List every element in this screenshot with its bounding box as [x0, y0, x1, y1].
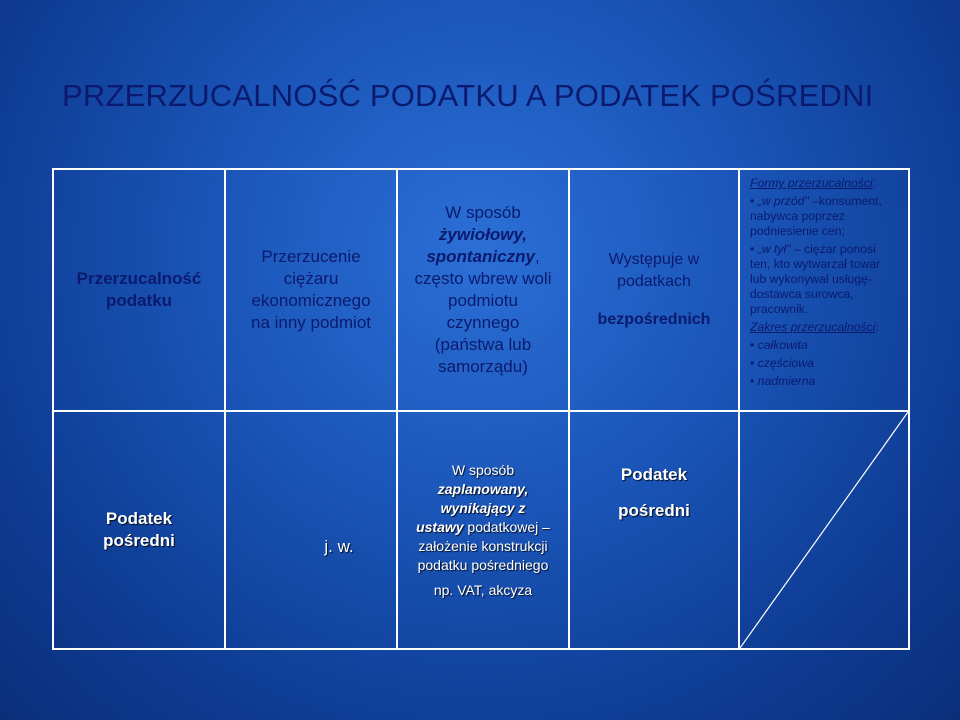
planned-manner-text: [416, 461, 550, 600]
row2-header-line: Podatek: [105, 509, 173, 528]
row1-header-line: Przerzucalność: [76, 269, 202, 288]
bullet-icon: •: [750, 242, 755, 256]
scope-item-label: nadmierna: [757, 374, 816, 388]
bullet-icon: •: [750, 374, 755, 388]
occurs-line: podatkach: [617, 273, 691, 290]
occurs-in-text: [598, 249, 711, 331]
same-as-above-text: j. w.: [324, 537, 354, 556]
forms-header-colon: :: [872, 176, 876, 190]
shift-line: na inny podmiot: [250, 313, 372, 332]
planned-manner-cell: [398, 412, 570, 648]
planned-line: np. VAT, akcyza: [433, 581, 533, 598]
shift-line: Przerzucenie: [261, 247, 361, 266]
bullet-icon: •: [750, 338, 755, 352]
indirect-tax-cell: [570, 412, 740, 648]
scope-item: [750, 374, 900, 389]
manner-line: żywiołowy,: [438, 225, 528, 244]
forms-line: lub wykonywał usługę-: [750, 272, 872, 286]
scope-item-label: częściowa: [757, 356, 814, 370]
forms-bullet-forward: [750, 194, 900, 209]
comparison-table: [52, 168, 910, 650]
planned-line: podatku pośredniego: [417, 556, 549, 573]
backward-rest: – ciężar ponosi: [790, 242, 876, 256]
occurs-line: bezpośrednich: [597, 311, 711, 328]
row1-header-line: podatku: [105, 291, 173, 310]
row1-header-text: [77, 268, 202, 312]
manner-line: samorządu): [438, 357, 528, 376]
indirect-line: pośredni: [618, 501, 690, 520]
manner-line: podmiotu: [448, 291, 518, 310]
row2-header-text: [103, 508, 175, 552]
manner-comma: ,: [534, 247, 540, 266]
manner-line: czynnego: [446, 313, 520, 332]
planned-line: [416, 518, 550, 537]
occurs-line: Występuje w: [608, 251, 700, 268]
forms-cell: [740, 170, 908, 412]
forward-term: „w przód": [757, 194, 809, 208]
backward-term: „w tył": [757, 242, 791, 256]
planned-line: zaplanowany,: [437, 480, 529, 497]
forms-line: podniesienie cen;: [750, 224, 845, 238]
scope-item: [750, 338, 900, 353]
forms-line: pracownik.: [750, 302, 809, 316]
manner-emphasis: spontaniczny: [426, 247, 535, 266]
row1-header-cell: [54, 170, 226, 412]
occurs-in-cell: [570, 170, 740, 412]
same-as-above-cell: [226, 412, 398, 648]
manner-line: W sposób: [445, 203, 521, 222]
shift-line: ciężaru: [283, 269, 339, 288]
planned-line: W sposób: [451, 461, 515, 478]
shift-description-cell: [226, 170, 398, 412]
shift-line: ekonomicznego: [251, 291, 371, 310]
diagonal-line: [740, 412, 908, 648]
forward-rest: –konsument,: [808, 194, 882, 208]
spontaneous-manner-text: [415, 202, 552, 378]
forms-header-text: Formy przerzucalności: [750, 176, 873, 190]
shift-description-text: [251, 246, 371, 334]
row2-header-line: pośredni: [103, 531, 175, 550]
slide-title: PRZERZUCALNOŚĆ PODATKU A PODATEK POŚREDNI: [62, 78, 874, 113]
scope-item-label: całkowita: [757, 338, 808, 352]
forms-bullet-backward: [750, 242, 900, 257]
planned-line: założenie konstrukcji: [418, 537, 548, 554]
indirect-tax-text: [618, 464, 690, 522]
planned-rest: podatkowej –: [463, 518, 550, 535]
forms-line: nabywca poprzez: [750, 209, 845, 223]
spontaneous-manner-cell: [398, 170, 570, 412]
indirect-line: Podatek: [620, 465, 688, 484]
forms-header: [750, 176, 900, 191]
manner-line: często wbrew woli: [414, 269, 552, 288]
planned-emphasis: ustawy: [416, 518, 464, 535]
manner-line: (państwa lub: [434, 335, 532, 354]
bullet-icon: •: [750, 194, 755, 208]
forms-line: ten, kto wytwarzał towar: [750, 257, 881, 271]
scope-item: [750, 356, 900, 371]
bullet-icon: •: [750, 356, 755, 370]
empty-crossed-cell: [740, 412, 908, 648]
planned-line: wynikający z: [440, 499, 526, 516]
scope-header-text: Zakres przerzucalności: [750, 320, 876, 334]
scope-header-colon: :: [875, 320, 879, 334]
forms-content: [750, 176, 900, 389]
forms-line: dostawca surowca,: [750, 287, 854, 301]
scope-header: [750, 320, 900, 335]
row2-header-cell: [54, 412, 226, 648]
manner-line: [415, 246, 552, 268]
